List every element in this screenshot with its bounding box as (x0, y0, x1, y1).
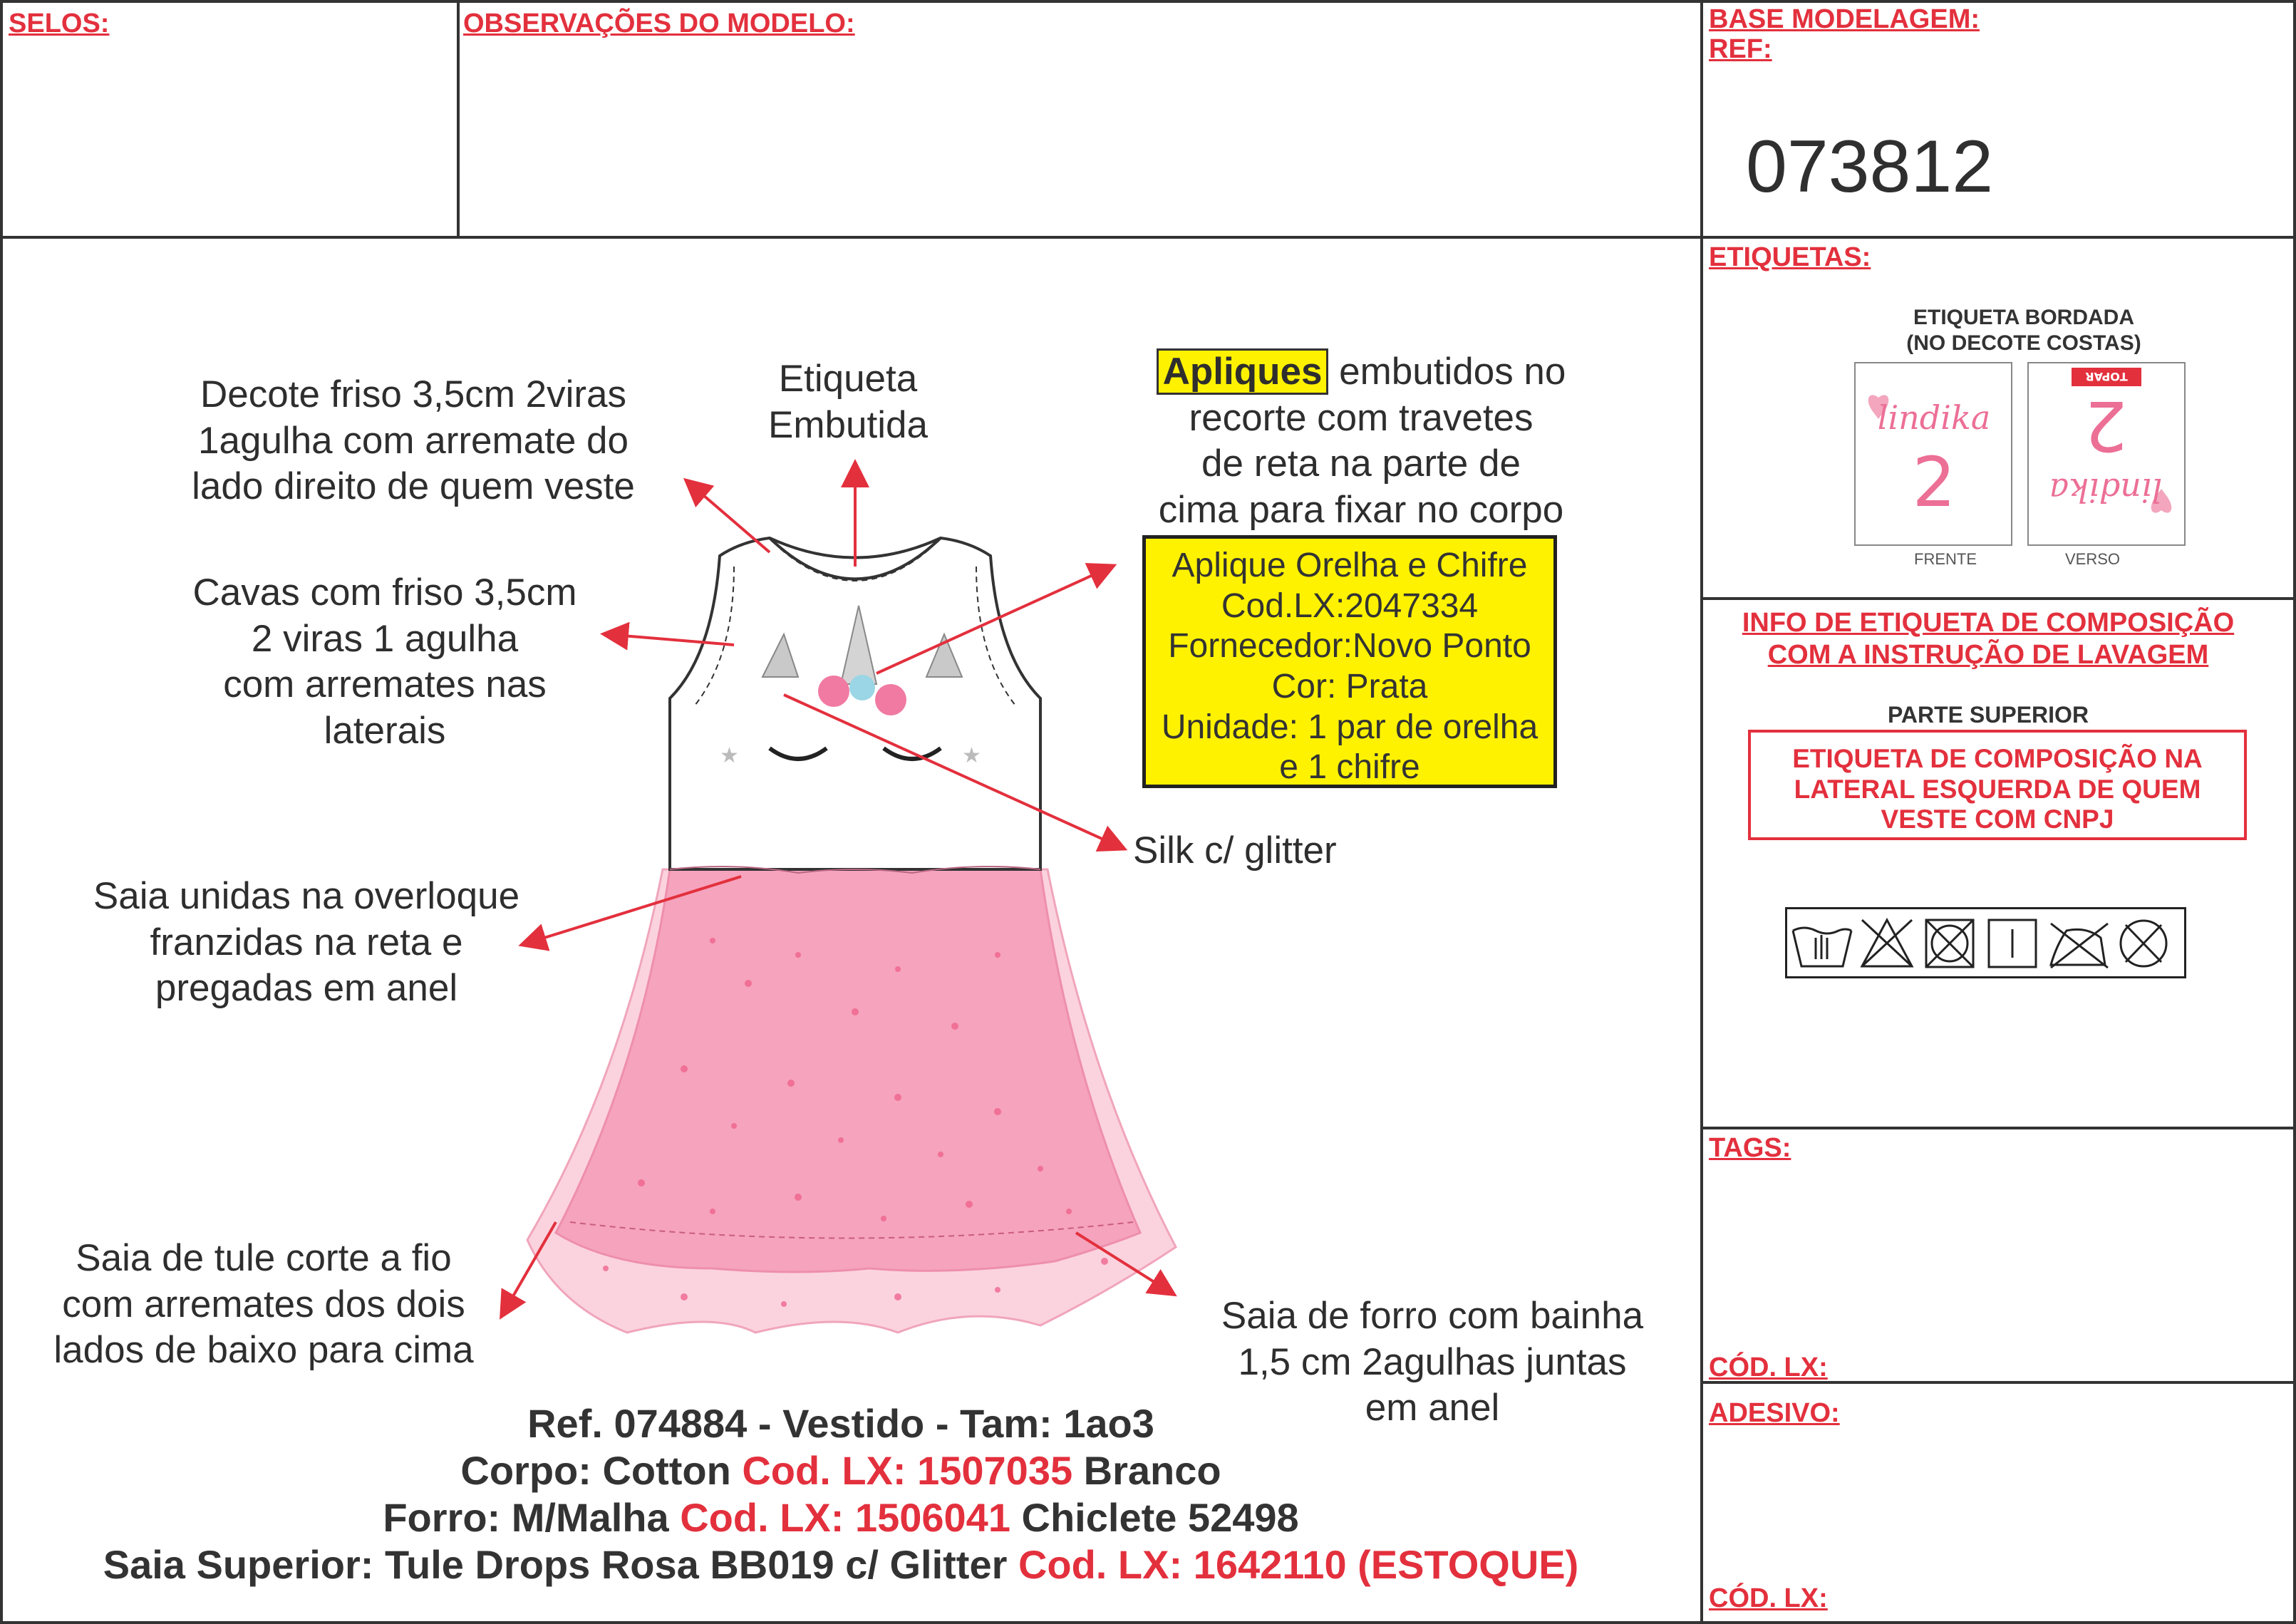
spec-forro-line: Forro: M/Malha Cod. LX: 1506041 Chiclete 52498 (383, 1495, 1299, 1540)
tags-cod-lx: CÓD. LX: (1709, 1353, 1828, 1382)
note-apliques: Apliques embutidos no recorte com travetes de reta na parte de cima para fixar no corpo (1112, 349, 1610, 534)
no-tumble-dry-icon (1926, 920, 1973, 967)
note-cavas: Cavas com friso 3,5cm 2 viras 1 agulha com arremates nas laterais (192, 571, 577, 752)
adesivo-cod-lx: CÓD. LX: (1709, 1583, 1828, 1613)
size-number: 2 (1912, 443, 1956, 522)
line-dry-icon (1989, 920, 2036, 967)
care-symbols (1785, 907, 2186, 978)
label-front (1854, 362, 2012, 546)
no-dry-clean-icon (2121, 921, 2166, 966)
composicao-box: ETIQUETA DE COMPOSIÇÃO NA LATERAL ESQUERDA DE QUEM VESTE COM CNPJ (1748, 730, 2247, 840)
spec-ref-line: Ref. 074884 - Vestido - Tam: 1ao3 (527, 1401, 1154, 1446)
selos-heading: SELOS: (9, 9, 110, 38)
apliques-highlight: Apliques (1157, 348, 1329, 395)
brand-logo: lindika (2049, 471, 2163, 510)
base-modelagem-heading: BASE MODELAGEM: (1709, 4, 1980, 34)
wash-hand-icon (1793, 928, 1851, 966)
svg-text:★: ★ (720, 743, 739, 768)
composicao-heading: INFO DE ETIQUETA DE COMPOSIÇÃO COM A INSTRUÇÃO DE LAVAGEM (1742, 608, 2235, 670)
spec-saia-line: Saia Superior: Tule Drops Rosa BB019 c/ Glitter Cod. LX: 1642110 (ESTOQUE) (103, 1542, 1579, 1587)
applique-info-box: Aplique Orelha e Chifre Cod.LX:2047334 Fornecedor:Novo Ponto Cor: Prata Unidade: 1 par de orelha e 1 chifre (1142, 535, 1557, 788)
note-tule: Saia de tule corte a fio com arremates dos dois lados de baixo para cima (53, 1237, 474, 1372)
note-forro: Saia de forro com bainha 1,5 cm 2agulhas juntas em anel (1221, 1295, 1644, 1429)
note-silk: Silk c/ glitter (1133, 829, 1337, 872)
no-iron-icon (2051, 924, 2108, 968)
spec-corpo-line: Corpo: Cotton Cod. LX: 1507035 Branco (460, 1448, 1221, 1493)
tag-top-text: TOPAR (2085, 370, 2128, 383)
etiqueta-bordada-title: ETIQUETA BORDADA (NO DECOTE COSTAS) (1906, 306, 2141, 355)
frente-caption: FRENTE (1914, 550, 1977, 568)
ref-heading: REF: (1709, 34, 1772, 64)
adesivo-heading: ADESIVO: (1709, 1398, 1840, 1428)
verso-caption: VERSO (2065, 550, 2121, 568)
parte-superior-label: PARTE SUPERIOR (1887, 702, 2089, 728)
ref-number: 073812 (1746, 125, 1994, 208)
note-decote: Decote friso 3,5cm 2viras 1agulha com arremate do lado direito de quem veste (192, 373, 635, 508)
note-saia-unidas: Saia unidas na overloque franzidas na reta e pregadas em anel (93, 875, 520, 1010)
brand-logo: lindika (1877, 398, 1991, 437)
no-bleach-icon (1862, 920, 1912, 966)
svg-text:★: ★ (962, 743, 981, 768)
note-etiqueta: Etiqueta Embutida (768, 358, 928, 446)
etiquetas-heading: ETIQUETAS: (1709, 242, 1871, 272)
size-number: 2 (2084, 386, 2128, 465)
label-back (2027, 362, 2186, 546)
observacoes-heading: OBSERVAÇÕES DO MODELO: (463, 9, 855, 38)
tags-heading: TAGS: (1709, 1133, 1791, 1163)
